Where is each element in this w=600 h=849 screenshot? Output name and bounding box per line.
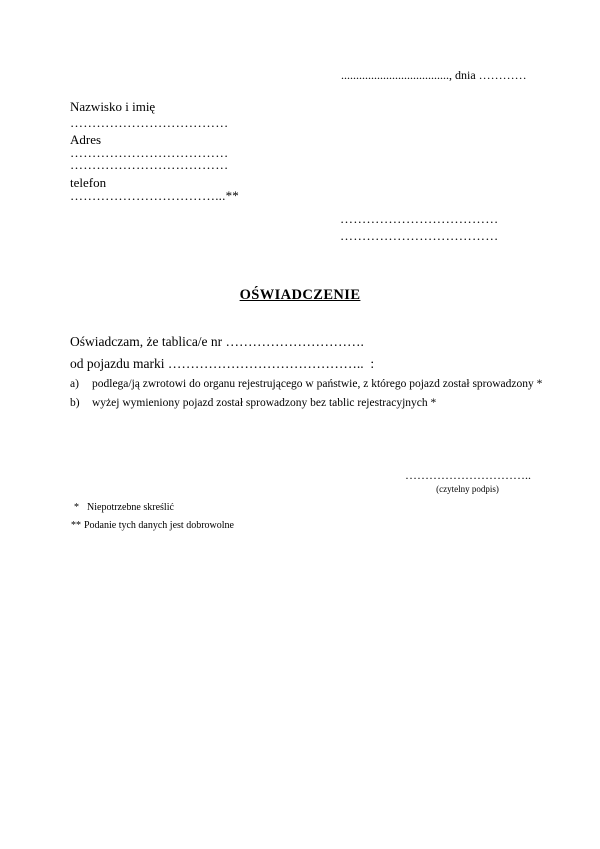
address-label: Adres <box>70 132 102 147</box>
date-line: ...................................., dnia ………… <box>341 68 527 82</box>
footnote-2 <box>71 520 234 532</box>
footnote-2-text: Podanie tych danych jest dobrowolne <box>84 520 234 531</box>
statement-option-b <box>70 397 436 410</box>
option-a-marker: a) <box>70 378 79 390</box>
phone-fill-dots: ……………………………... <box>70 188 226 203</box>
phone-fill-line <box>70 189 239 204</box>
name-label: Nazwisko i imię <box>70 99 156 114</box>
address-fill-line-2: ……………………………… <box>70 157 229 172</box>
footnote-1-marker: * <box>74 502 79 513</box>
footnote-1-text: Niepotrzebne skreślić <box>87 502 174 513</box>
statement-option-a <box>70 378 542 391</box>
name-fill-line: ……………………………… <box>70 115 229 130</box>
statement-line-2 <box>70 356 374 372</box>
address-fill-line-1: ……………………………… <box>70 145 229 160</box>
signature-caption: (czytelny podpis) <box>436 484 499 494</box>
option-b-marker: b) <box>70 397 80 409</box>
phone-label: telefon <box>70 175 107 190</box>
signature-fill-line: ………………………….. <box>405 468 531 482</box>
statement-line-1-fill: …………………………. <box>225 334 364 349</box>
recipient-fill-line-2: ……………………………… <box>340 228 499 243</box>
recipient-fill-line-1: ……………………………… <box>340 211 499 226</box>
option-b-text: wyżej wymieniony pojazd został sprowadzony bez tablic rejestracyjnych * <box>92 397 437 409</box>
statement-line-2-fill: …………………………………….. <box>167 356 364 371</box>
option-a-text: podlega/ją zwrotowi do organu rejestrującego w państwie, z którego pojazd został sprowadzony * <box>92 378 543 390</box>
phone-footnote-marker: ** <box>225 188 239 203</box>
document-title: OŚWIADCZENIE <box>239 287 361 303</box>
statement-line-2-text: od pojazdu marki <box>70 356 168 371</box>
statement-line-1 <box>70 334 364 350</box>
footnote-2-marker: ** <box>71 520 81 531</box>
statement-line-2-suffix: : <box>363 356 375 371</box>
footnote-1 <box>74 502 174 514</box>
statement-line-1-text: Oświadczam, że tablica/e nr <box>70 334 226 349</box>
